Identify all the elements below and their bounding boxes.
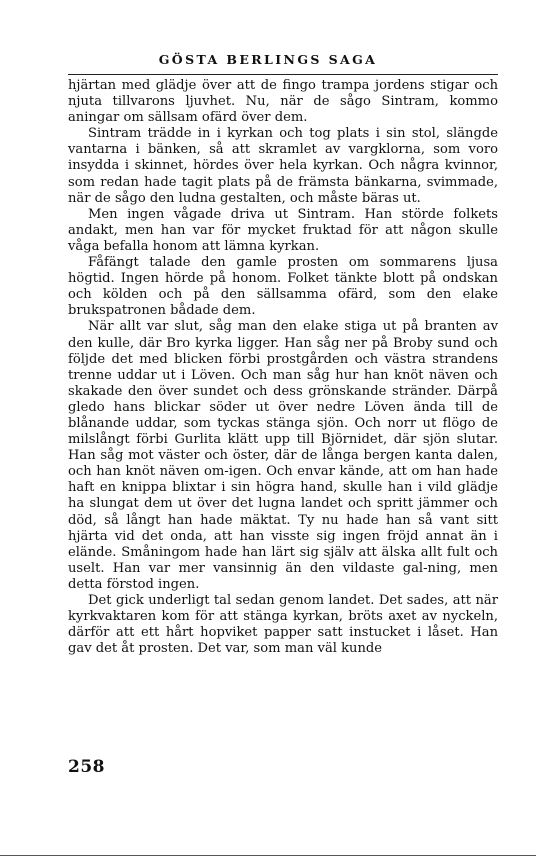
paragraph: Det gick underligt tal sedan genom landet. Det sades, att när kyrkvaktaren kom för att stänga kyrkan, bröts axet av nyckeln, därför att ett hårt hopviket papper satt instucket i låset. Han gav det åt prosten. Det var, som man väl kunde (68, 593, 498, 657)
paragraph-continued: hjärtan med glädje över att de fingo trampa jordens stigar och njuta tillvarons ljuvhet. Nu, när de sågo Sintram, kommo aningar om sällsam ofärd över dem. (68, 78, 498, 126)
paragraph: Fåfängt talade den gamle prosten om sommarens ljusa högtid. Ingen hörde på honom. Folket tänkte blott på ondskan och kölden och på den sällsamma ofärd, som den elake brukspatronen bådade dem. (68, 255, 498, 319)
running-head-title: GÖSTA BERLINGS SAGA (158, 52, 378, 67)
page-number: 258 (68, 757, 105, 777)
paragraph: När allt var slut, såg man den elake stiga ut på branten av den kulle, där Bro kyrka ligger. Han såg ner på Broby sund och följde det med blicken förbi prostgården och västra strandens trenne uddar ut i Löven. Och man såg hur han knöt näven och skakade den över sundet och dess grönskande stränder. Därpå gledo hans blickar söder ut över nedre Löven ända till de blånande uddar, som tyckas stänga sjön. Och norr ut flögo de milslångt förbi Gurlita klätt upp till Björnidet, där sjön slutar. Han såg mot väster och öster, där de långa bergen kanta dalen, och han knöt näven om-igen. Och envar kände, att om han hade haft en knippa blixtar i sin högra hand, skulle han i vild glädje ha slungat dem ut över det lugna landet och spritt jämmer och död, så långt han hade mäktat. Ty nu hade han så vant sitt hjärta vid det onda, att han visste sig ingen fröjd annat än i elände. Småningom hade han lärt sig själv att älska allt fult och uselt. Han var mer vansinnig än den vildaste gal-ning, men detta förstod ingen. (68, 319, 498, 592)
header-rule-divider (68, 74, 498, 75)
paragraph: Sintram trädde in i kyrkan och tog plats i sin stol, slängde vantarna i bänken, så att skramlet av vargklorna, som voro insydda i skinnet, hördes över hela kyrkan. Och några kvinnor, som redan hade tagit plats på de främsta bänkarna, svimmade, när de sågo den ludna gestalten, och måste bäras ut. (68, 126, 498, 206)
bottom-edge-rule (0, 855, 536, 856)
paragraph: Men ingen vågade driva ut Sintram. Han störde folkets andakt, men han var för mycket fruktad för att någon skulle våga befalla honom att lämna kyrkan. (68, 206, 498, 254)
body-text (68, 78, 498, 657)
